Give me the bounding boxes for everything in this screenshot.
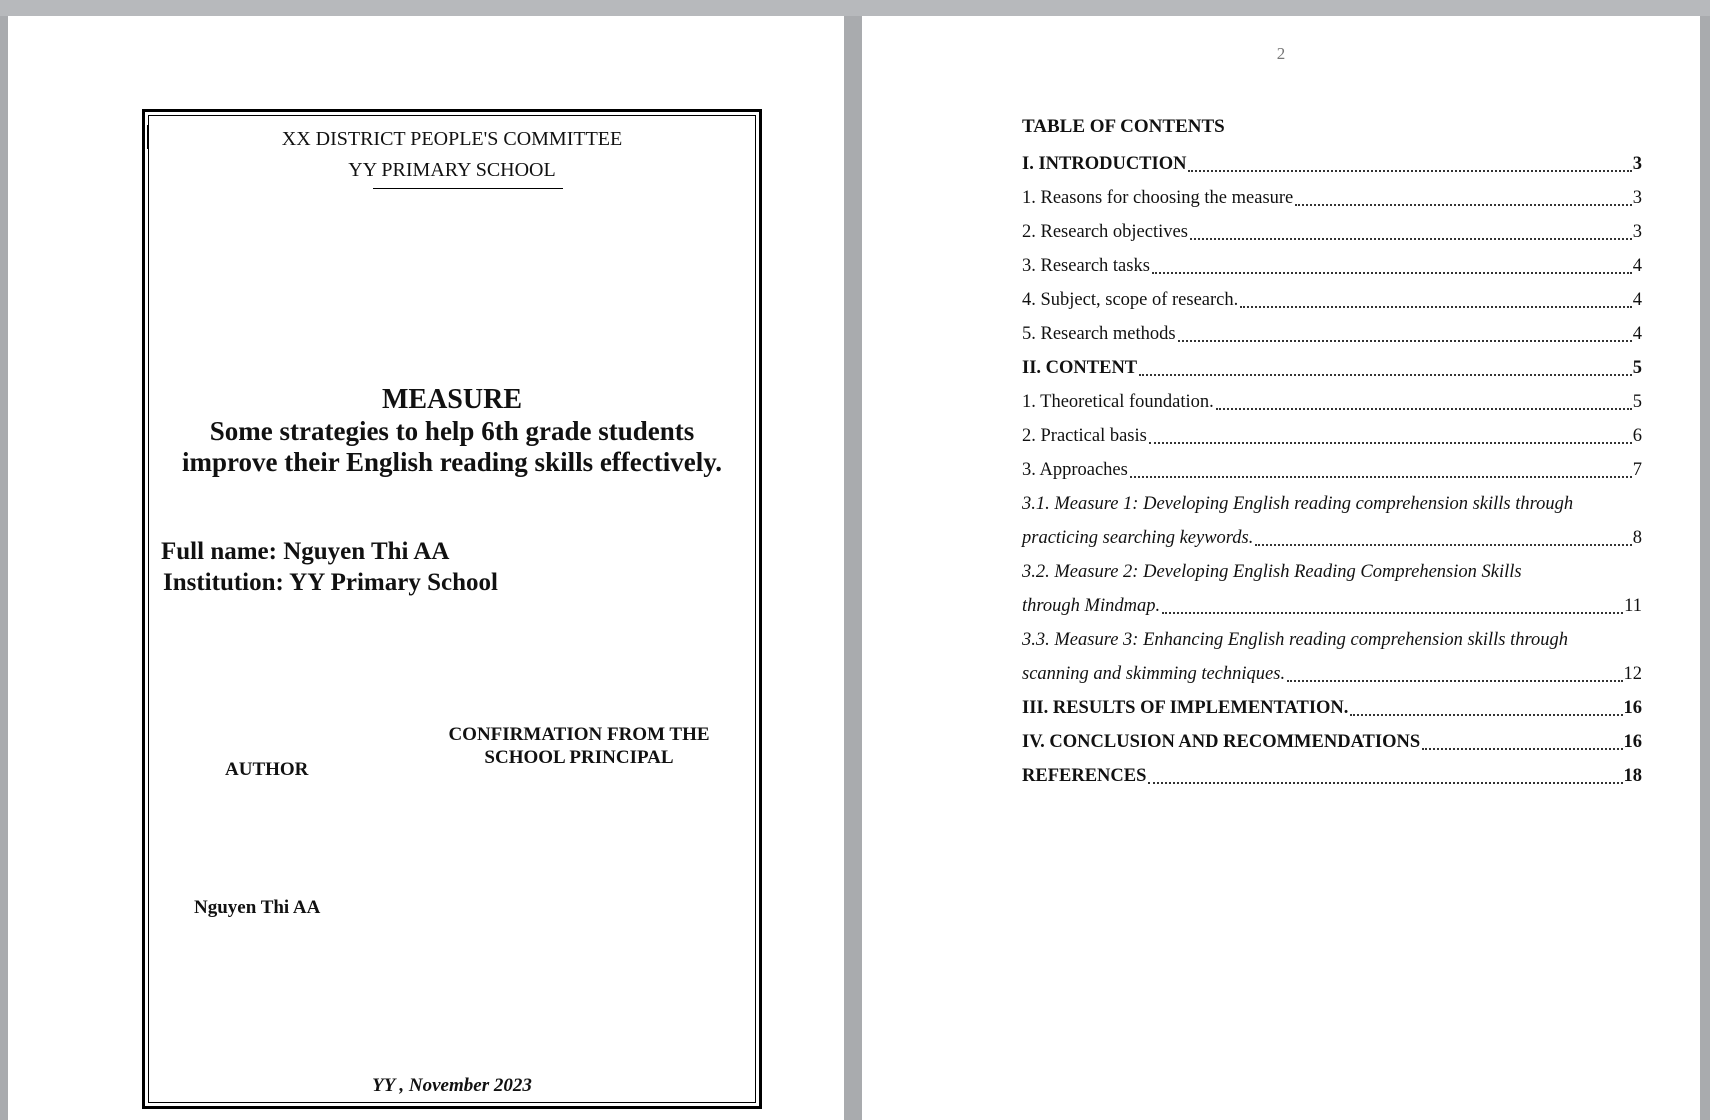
toc-entry-continuation (1022, 521, 1642, 555)
window-top-bar (0, 0, 1710, 16)
toc-page-number: 12 (1623, 664, 1642, 684)
principal-confirmation-label[interactable] (434, 723, 724, 769)
toc-entry[interactable] (1022, 453, 1642, 487)
toc-entry-text: IV. CONCLUSION AND RECOMMENDATIONS (1022, 732, 1421, 752)
toc-entry-continuation (1022, 657, 1642, 691)
school-underline (373, 188, 563, 189)
toc-entry-measure-1[interactable] (1022, 487, 1642, 555)
toc-dot-leader (1422, 748, 1622, 750)
toc-dot-leader (1149, 442, 1632, 444)
author-label[interactable]: AUTHOR (225, 759, 309, 780)
toc-page-number: 3 (1632, 154, 1642, 174)
toc-entry-text: 2. Research objectives (1022, 222, 1188, 242)
author-full-name[interactable]: Full name: Nguyen Thi AA (161, 538, 450, 565)
toc-page-number: 4 (1632, 324, 1642, 344)
confirmation-line-2: SCHOOL PRINCIPAL (484, 747, 674, 768)
measure-label[interactable]: MEASURE (381, 384, 522, 415)
toc-page-number: 8 (1632, 528, 1642, 548)
toc-entry-measure-2[interactable] (1022, 555, 1642, 623)
measure-title[interactable] (169, 416, 735, 478)
toc-page-number: 16 (1623, 698, 1642, 718)
toc-entry[interactable] (1022, 283, 1642, 317)
toc-entry-measure-3[interactable] (1022, 623, 1642, 691)
toc-page-number: 7 (1632, 460, 1642, 480)
cover-page (8, 16, 844, 1120)
committee-name[interactable]: XX DISTRICT PEOPLE'S COMMITTEE (281, 128, 623, 150)
toc-page-number: 18 (1623, 766, 1642, 786)
toc-entry-text: I. INTRODUCTION (1022, 154, 1187, 174)
toc-entry-text: 4. Subject, scope of research. (1022, 290, 1239, 310)
toc-dot-leader (1216, 408, 1632, 410)
toc-dot-leader (1190, 238, 1632, 240)
toc-entry-text-line-2: scanning and skimming techniques. (1022, 664, 1286, 684)
toc-heading[interactable]: TABLE OF CONTENTS (1022, 116, 1225, 137)
toc-entry-continuation (1022, 589, 1642, 623)
toc-entry[interactable] (1022, 215, 1642, 249)
toc-page-number: 3 (1632, 222, 1642, 242)
toc-entry-text: 3. Research tasks (1022, 256, 1150, 276)
toc-entry-text: REFERENCES (1022, 766, 1147, 786)
toc-dot-leader (1295, 204, 1631, 206)
toc-dot-leader (1139, 374, 1632, 376)
toc-entry-text: II. CONTENT (1022, 358, 1138, 378)
toc-entry-text-line-1: 3.1. Measure 1: Developing English reading comprehension skills through (1022, 494, 1574, 514)
toc-page-number: 4 (1632, 256, 1642, 276)
toc-page (862, 16, 1700, 1120)
toc-dot-leader (1130, 476, 1632, 478)
cover-date[interactable]: YY , November 2023 (372, 1075, 532, 1096)
toc-entry[interactable] (1022, 181, 1642, 215)
toc-entry-text: 2. Practical basis (1022, 426, 1147, 446)
school-name[interactable]: YY PRIMARY SCHOOL (348, 159, 556, 181)
measure-title-line-2: improve their English reading skills effectively. (182, 447, 722, 477)
toc-entry[interactable] (1022, 385, 1642, 419)
page-number: 2 (1276, 44, 1286, 63)
toc-entry-text: 3. Approaches (1022, 460, 1128, 480)
cover-border-frame (142, 109, 762, 1109)
author-signature-name[interactable]: Nguyen Thi AA (194, 897, 321, 918)
toc-entry-text: 1. Reasons for choosing the measure (1022, 188, 1294, 208)
toc-entry[interactable] (1022, 351, 1642, 385)
toc-page-number: 5 (1632, 392, 1642, 412)
toc-entry-text-line-2: practicing searching keywords. (1022, 528, 1254, 548)
toc-page-number: 5 (1632, 358, 1642, 378)
toc-entry[interactable] (1022, 419, 1642, 453)
toc-entry-text: III. RESULTS OF IMPLEMENTATION. (1022, 698, 1349, 718)
toc-page-number: 11 (1624, 596, 1642, 616)
toc-entry-text-line-2: through Mindmap. (1022, 596, 1161, 616)
toc-entry-text-line-1: 3.3. Measure 3: Enhancing English reading comprehension skills through (1022, 630, 1569, 650)
measure-title-line-1: Some strategies to help 6th grade students (209, 416, 695, 446)
toc-entry-text: 1. Theoretical foundation. (1022, 392, 1214, 412)
toc-entry-text-line-1: 3.2. Measure 2: Developing English Reading Comprehension Skills (1022, 562, 1522, 582)
toc-entry[interactable] (1022, 759, 1642, 793)
confirmation-line-1: CONFIRMATION FROM THE (448, 724, 710, 745)
toc-dot-leader (1148, 782, 1622, 784)
toc-dot-leader (1188, 170, 1631, 172)
toc-dot-leader (1350, 714, 1622, 716)
toc-entry[interactable] (1022, 249, 1642, 283)
toc-entry-text: 5. Research methods (1022, 324, 1176, 344)
toc-page-number: 3 (1632, 188, 1642, 208)
toc-entry[interactable] (1022, 725, 1642, 759)
toc-list (1022, 147, 1642, 793)
toc-dot-leader (1287, 680, 1622, 682)
toc-dot-leader (1178, 340, 1632, 342)
toc-page-number: 4 (1632, 290, 1642, 310)
toc-page-number: 16 (1623, 732, 1642, 752)
toc-entry[interactable] (1022, 691, 1642, 725)
cover-inner-border (148, 115, 756, 1103)
toc-entry[interactable] (1022, 317, 1642, 351)
toc-dot-leader (1162, 612, 1623, 614)
toc-page-number: 6 (1632, 426, 1642, 446)
toc-entry[interactable] (1022, 147, 1642, 181)
toc-dot-leader (1240, 306, 1631, 308)
author-institution[interactable]: Institution: YY Primary School (163, 569, 498, 596)
toc-dot-leader (1255, 544, 1631, 546)
toc-dot-leader (1152, 272, 1632, 274)
